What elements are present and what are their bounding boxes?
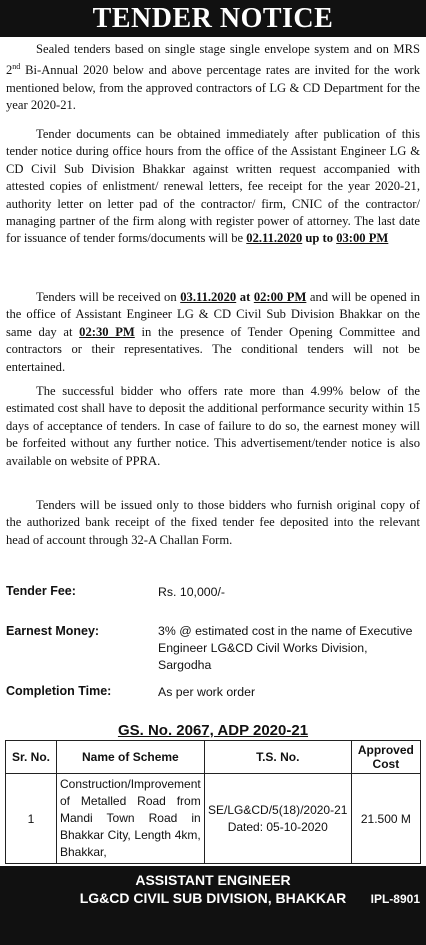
paragraph-tender-receipt: Tenders will be received on 03.11.2020 at 02:00 PM and will be opened in the office of Assistant Engineer LG & CD Civil Sub Division Bhakkar on the same day at 02:30 PM in the presence of Tender Opening Committee and contractors or their representatives. The conditional tenders will not be entertained.	[6, 290, 420, 374]
paragraph-sealed-tenders: Sealed tenders based on single stage single envelope system and on MRS 2nd Bi-Annual 2020 below and above percentage rates are invited for the work mentioned below, from the approved contractors of LG & CD Department for the year 2020-21.	[6, 42, 420, 113]
tender-fee-value: Rs. 10,000/-	[158, 585, 225, 599]
receipt-date: 03.11.2020	[180, 290, 237, 304]
paragraph-tender-issue: Tenders will be issued only to those bidders who furnish original copy of the authorized bank receipt of the fixed tender fee deposited into the relevant head of account through 32-A Challan Form.	[6, 498, 420, 547]
header-sr-no: Sr. No.	[6, 741, 57, 774]
footer-signature	[0, 866, 426, 945]
scheme-table	[5, 740, 421, 864]
earnest-money-value: 3% @ estimated cost in the name of Executive Engineer LG&CD Civil Works Division, Sargodha	[158, 624, 413, 672]
ipl-number: IPL-8901	[370, 892, 420, 906]
completion-time-label: Completion Time:	[6, 684, 112, 698]
completion-time-value: As per work order	[158, 685, 256, 699]
paragraph-tender-documents: Tender documents can be obtained immediately after publication of this tender notice during office hours from the office of the Assistant Engineer LG & CD Civil Sub Division Bhakkar against written request accompanied with attested copies of enlistment/ renewal letters, fee receipt for the year 2020-21, authority letter on letter pad of the contractor/ firm, CNIC of the contractor/ managing partner of the firm along with register power of attorney. The last date for issuance of tender forms/documents will be 02.11.2020 up to 03:00 PM	[6, 127, 420, 246]
receipt-time: 02:00 PM	[253, 290, 307, 304]
last-issue-date: 02.11.2020	[246, 231, 303, 246]
earnest-money-label: Earnest Money:	[6, 624, 100, 638]
paragraph-successful-bidder: The successful bidder who offers rate more than 4.99% below of the estimated cost shall have to deposit the additional performance security within 15 days of acceptance of tenders. In case of failure to do so, the earnest money will be forfeited without any further notice. This advertisement/tender notice is also available on website of PPRA.	[6, 384, 420, 468]
header-approved-cost: Approved Cost	[351, 741, 420, 774]
footer-designation: ASSISTANT ENGINEER	[135, 872, 291, 888]
notice-title: TENDER NOTICE	[0, 0, 426, 37]
footer-office: LG&CD CIVIL SUB DIVISION, BHAKKAR	[79, 890, 347, 906]
row-sr-no: 1	[6, 774, 57, 864]
header-ts-no: T.S. No.	[204, 741, 351, 774]
header-scheme-name: Name of Scheme	[57, 741, 205, 774]
row-scheme-name: Construction/Improvement of Metalled Road from Mandi Town Road in Bhakkar City, Length 4km, Bhakkar,	[57, 774, 205, 864]
table-header-row	[6, 741, 421, 774]
tender-fee-label: Tender Fee:	[6, 584, 76, 598]
row-ts-no: SE/LG&CD/5(18)/2020-21 Dated: 05-10-2020	[204, 774, 351, 864]
table-row	[6, 774, 421, 864]
opening-time: 02:30 PM	[79, 324, 135, 339]
row-approved-cost: 21.500 M	[351, 774, 420, 864]
gs-number-heading: GS. No. 2067, ADP 2020-21	[117, 722, 309, 739]
last-issue-time: 03:00 PM	[336, 231, 389, 246]
